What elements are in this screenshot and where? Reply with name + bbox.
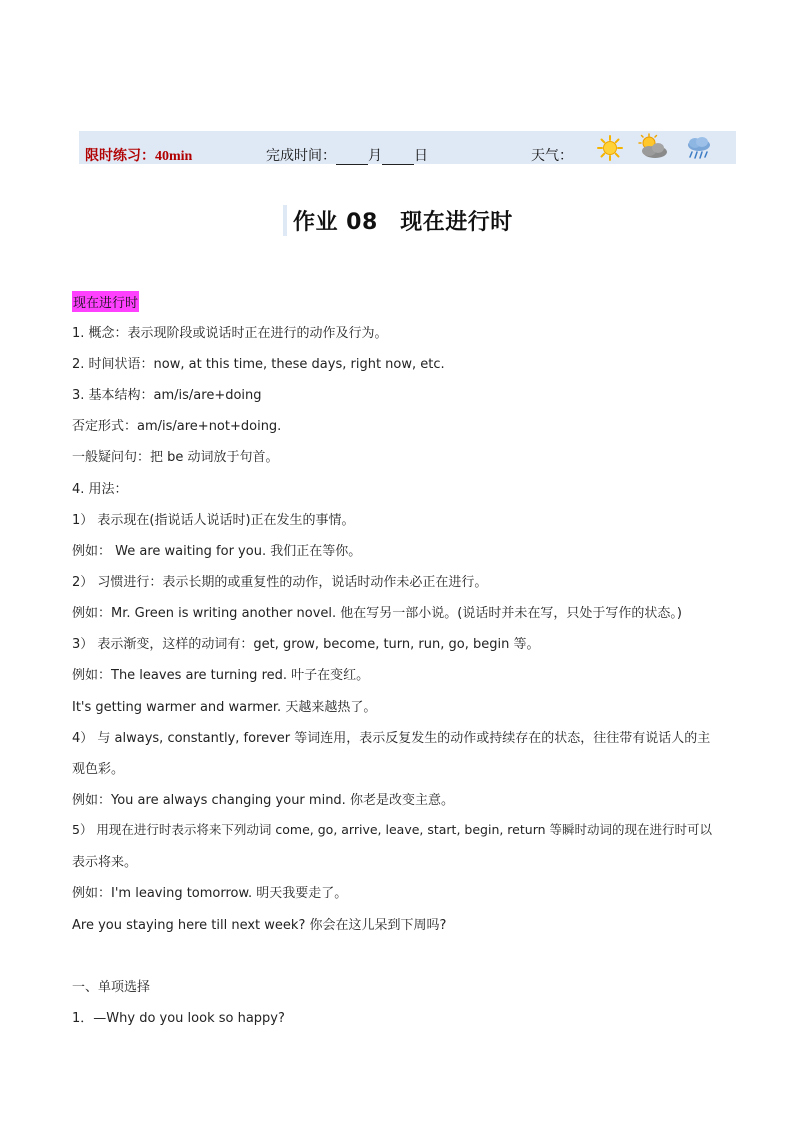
completion-time-label: 完成时间： xyxy=(266,149,336,164)
day-label: 日 xyxy=(414,149,428,164)
text-line: 3） 表示渐变，这样的动词有：get, grow, become, turn, run, go, begin 等。 xyxy=(72,637,540,652)
section-tag: 现在进行时 xyxy=(72,291,139,312)
header-bar xyxy=(79,131,736,164)
text-line: 4） 与 always, constantly, forever 等词连用，表示反复发生的动作或持续存在的状态，往往带有说话人的主 xyxy=(72,731,711,746)
text-line: 1） 表示现在(指说话人说话时)正在发生的事情。 xyxy=(72,513,355,528)
partly-cloudy-icon xyxy=(635,133,669,161)
section-heading: 一、单项选择 xyxy=(72,980,151,995)
rain-cloud-icon xyxy=(685,135,713,163)
text-line: 4. 用法： xyxy=(72,482,128,497)
question-line: 1．—Why do you look so happy? xyxy=(72,1011,285,1026)
text-line: 例如：You are always changing your mind. 你老是改变主意。 xyxy=(72,793,454,808)
page-title: 作业 08 现在进行时 xyxy=(283,205,513,236)
sun-icon xyxy=(597,135,623,161)
text-line: 例如：The leaves are turning red. 叶子在变红。 xyxy=(72,668,370,683)
text-line: 表示将来。 xyxy=(72,855,138,870)
text-line: 2） 习惯进行：表示长期的或重复性的动作，说话时动作未必正在进行。 xyxy=(72,575,488,590)
text-line: 例如：Mr. Green is writing another novel. 他在写另一部小说。(说话时并未在写，只处于写作的状态。) xyxy=(72,606,682,621)
text-line: 例如：I'm leaving tomorrow. 明天我要走了。 xyxy=(72,886,348,901)
completion-time xyxy=(266,145,428,165)
text-line: 观色彩。 xyxy=(72,762,125,777)
month-blank xyxy=(336,151,368,165)
text-line: Are you staying here till next week? 你会在这儿呆到下周吗? xyxy=(72,918,447,933)
time-limit-label: 限时练习：40min xyxy=(85,149,193,164)
day-blank xyxy=(382,151,414,165)
text-line: 1. 概念：表示现阶段或说话时正在进行的动作及行为。 xyxy=(72,326,388,341)
weather-label: 天气： xyxy=(531,149,573,164)
text-line: 5） 用现在进行时表示将来下列动词 come, go, arrive, leave, start, begin, return 等瞬时动词的现在进行时可以 xyxy=(72,822,713,837)
text-line: 3. 基本结构：am/is/are+doing xyxy=(72,388,262,403)
text-line: 否定形式：am/is/are+not+doing. xyxy=(72,419,282,434)
month-label: 月 xyxy=(368,149,382,164)
text-line: 一般疑问句：把 be 动词放于句首。 xyxy=(72,450,279,465)
text-line: 2. 时间状语：now, at this time, these days, right now, etc. xyxy=(72,357,445,372)
text-line: 例如： We are waiting for you. 我们正在等你。 xyxy=(72,544,362,559)
text-line: It's getting warmer and warmer. 天越来越热了。 xyxy=(72,700,377,715)
